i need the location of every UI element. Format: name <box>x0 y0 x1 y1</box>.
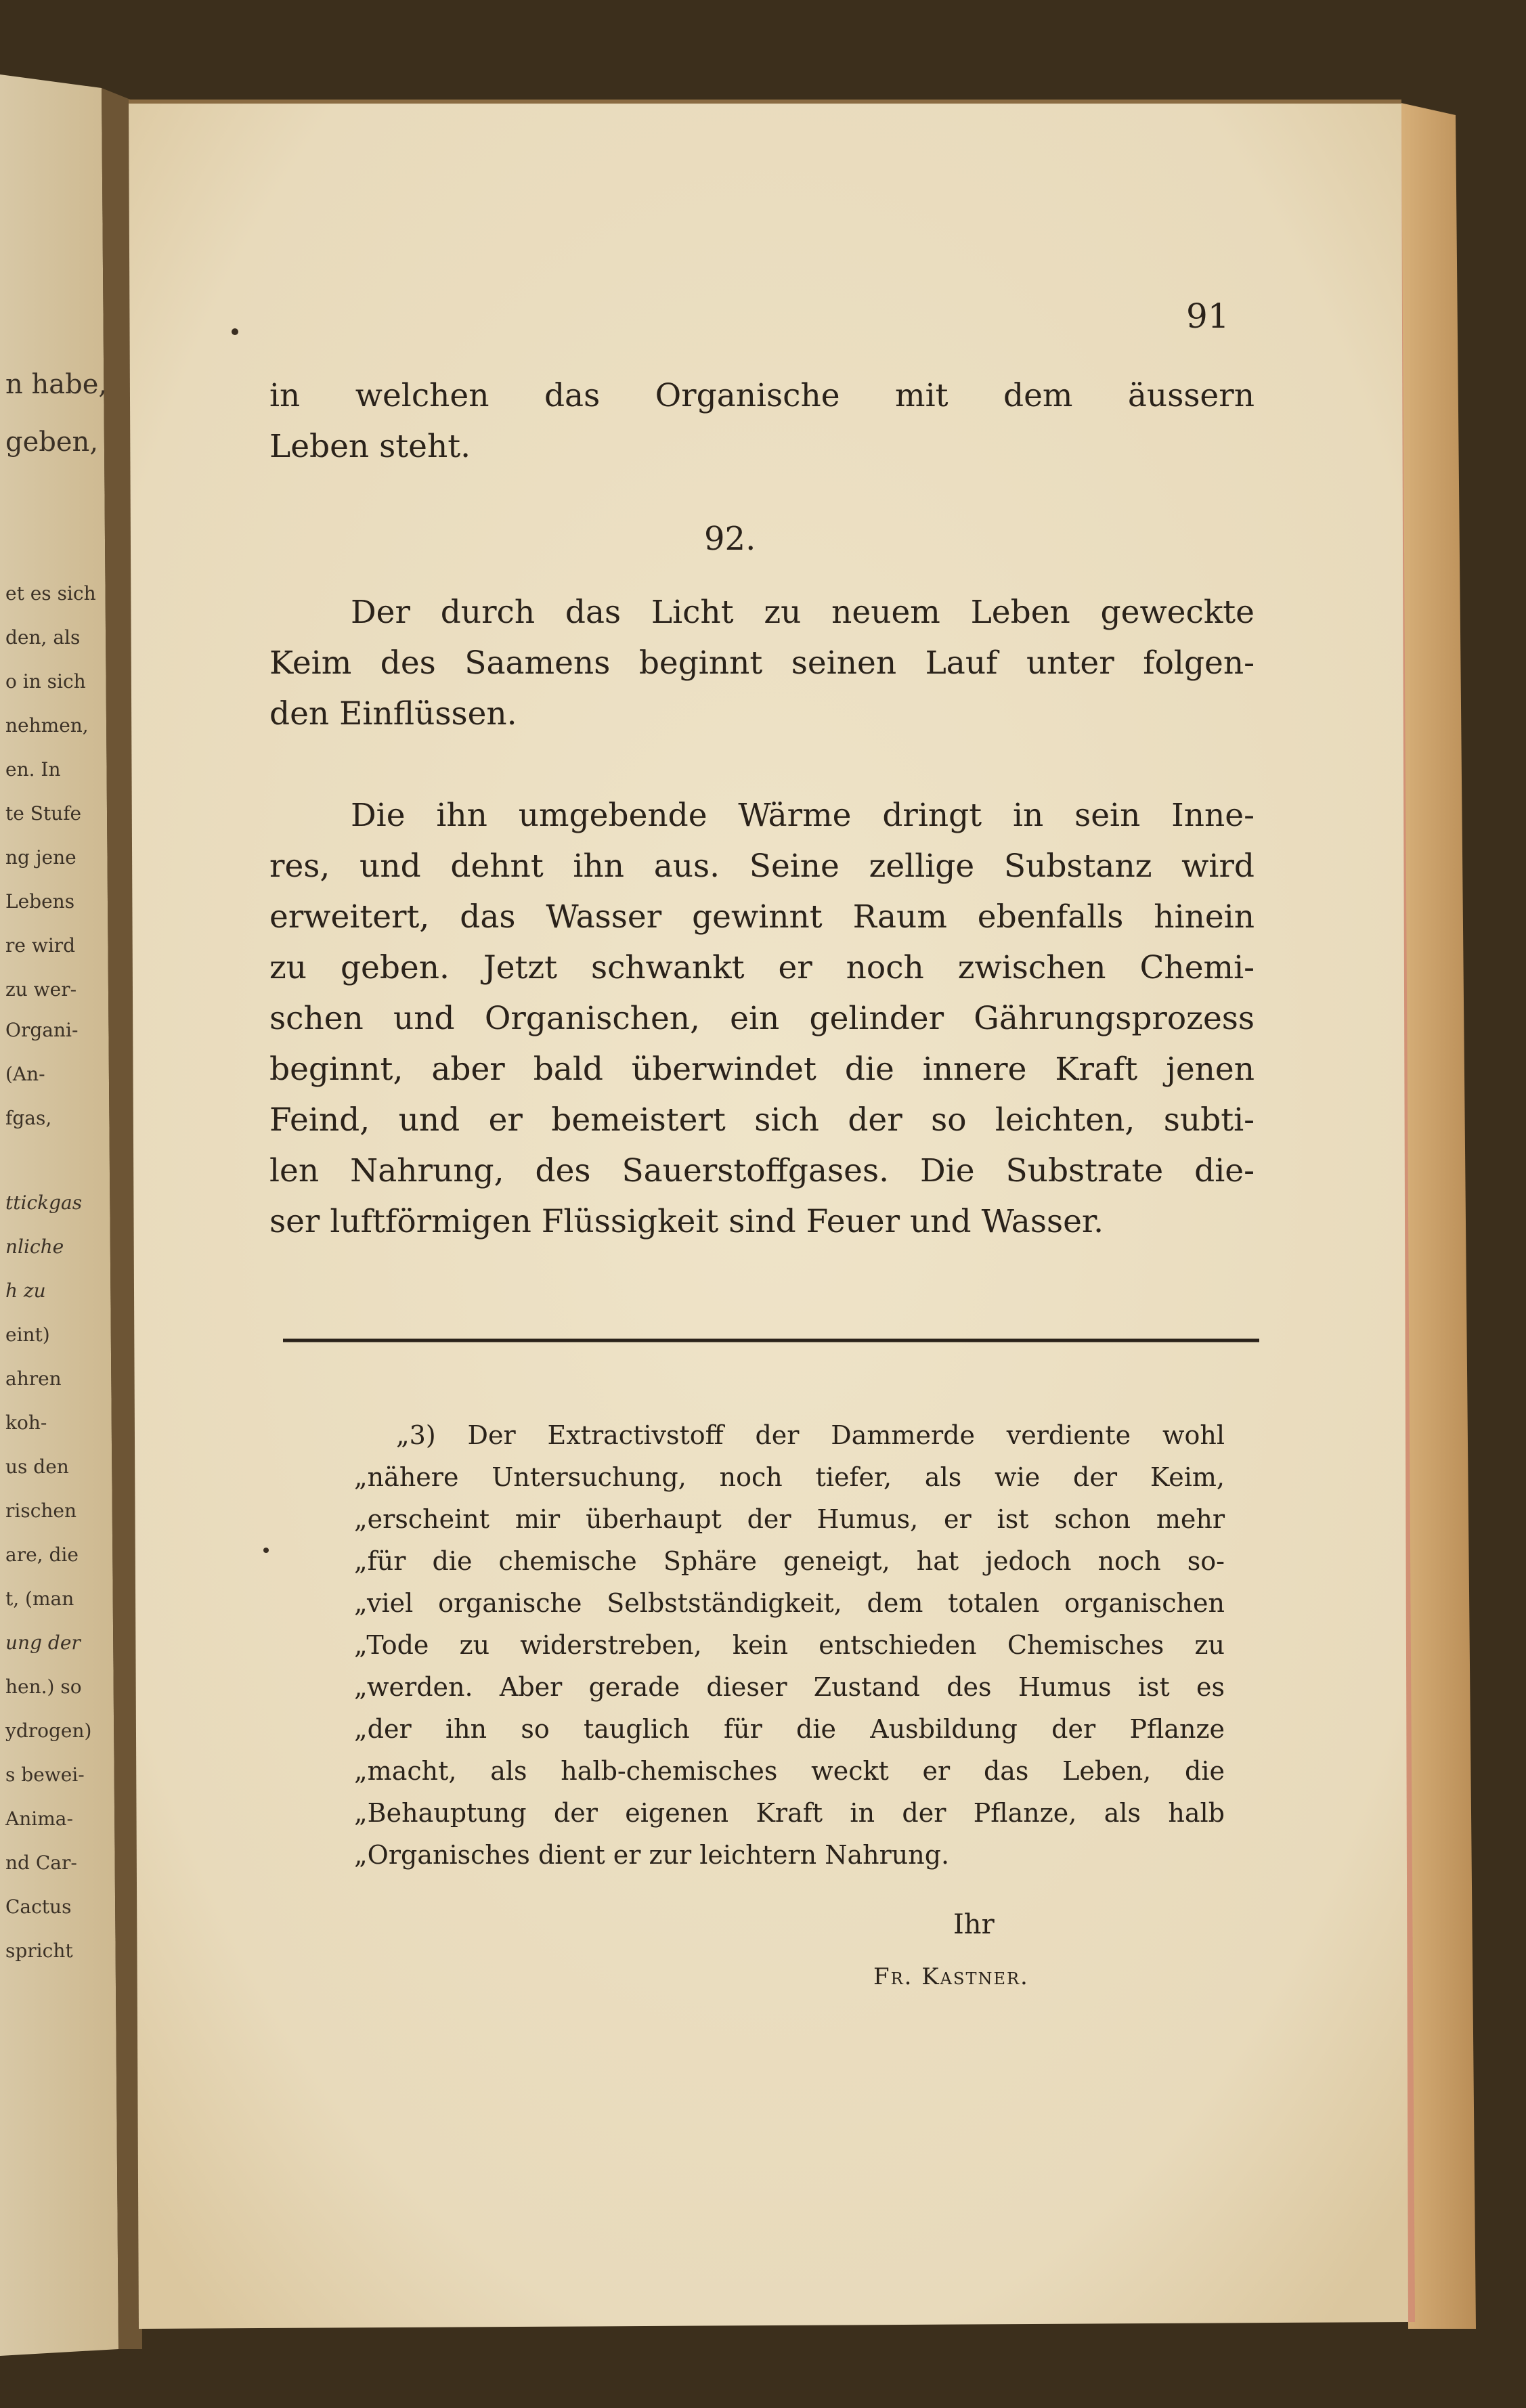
footnote-line: „der ihn so tauglich für die Ausbildung der Pflanze <box>354 1714 1225 1744</box>
body-line: Die ihn umgebende Wärme dringt in sein Inne- <box>351 797 1255 834</box>
margin-fragment: h zu <box>5 1279 46 1302</box>
margin-fragment: us den <box>5 1455 69 1478</box>
margin-fragment: en. In <box>5 758 61 781</box>
body-line: ser luftförmigen Flüssigkeit sind Feuer und Wasser. <box>269 1203 1104 1240</box>
footnote-line: „nähere Untersuchung, noch tiefer, als wie der Keim, <box>354 1462 1225 1492</box>
footnote-line: „macht, als halb-chemisches weckt er das Leben, die <box>354 1756 1225 1786</box>
body-line: res, und dehnt ihn aus. Seine zellige Substanz wird <box>269 848 1255 885</box>
body-line: in welchen das Organische mit dem äussern <box>269 377 1255 414</box>
margin-fragment: hen.) so <box>5 1676 82 1698</box>
body-line: Der durch das Licht zu neuem Leben geweckte <box>351 594 1255 631</box>
margin-fragment: ydrogen) <box>5 1720 92 1742</box>
margin-fragment: ahren <box>5 1367 62 1390</box>
margin-fragment: re wird <box>5 934 76 957</box>
body-line: den Einflüssen. <box>269 695 517 732</box>
body-line: len Nahrung, des Sauerstoffgases. Die Substrate die- <box>269 1152 1255 1189</box>
margin-fragment: spricht <box>5 1940 73 1962</box>
margin-fragment: te Stufe <box>5 802 82 825</box>
page-number: 91 <box>1186 297 1229 336</box>
footnote-line: „3) Der Extractivstoff der Dammerde verdiente wohl <box>396 1420 1225 1450</box>
margin-fragment: nd Car- <box>5 1852 77 1874</box>
margin-fragment: s bewei- <box>5 1764 85 1786</box>
body-line: schen und Organischen, ein gelinder Gährungsprozess <box>269 1000 1255 1037</box>
signature-salutation: Ihr <box>953 1909 995 1940</box>
margin-fragment: ttickgas <box>5 1191 83 1214</box>
margin-fragment: eint) <box>5 1323 50 1346</box>
footnote-line: „Organisches dient er zur leichtern Nahrung. <box>354 1840 950 1870</box>
margin-fragment: Lebens <box>5 890 75 913</box>
footnote-line: „Behauptung der eigenen Kraft in der Pflanze, als halb <box>354 1798 1225 1828</box>
margin-fragment: n habe, <box>5 369 108 400</box>
margin-fragment: geben, <box>5 426 99 458</box>
margin-fragment: nliche <box>5 1235 64 1258</box>
footnote-line: „viel organische Selbstständigkeit, dem totalen organischen <box>354 1588 1225 1618</box>
margin-fragment: Organi- <box>5 1019 79 1041</box>
margin-fragment: ng jene <box>5 846 77 869</box>
footnote-line: „Tode zu widerstreben, kein entschieden Chemisches zu <box>354 1630 1225 1660</box>
footnote-line: „erscheint mir überhaupt der Humus, er ist schon mehr <box>354 1504 1225 1534</box>
footnote-line: „für die chemische Sphäre geneigt, hat jedoch noch so- <box>354 1546 1225 1576</box>
body-line: erweitert, das Wasser gewinnt Raum ebenfalls hinein <box>269 898 1255 936</box>
margin-fragment: o in sich <box>5 670 86 693</box>
body-line: zu geben. Jetzt schwankt er noch zwischen Chemi- <box>269 949 1255 986</box>
footnote-line: „werden. Aber gerade dieser Zustand des Humus ist es <box>354 1672 1225 1702</box>
margin-fragment: den, als <box>5 626 81 649</box>
margin-fragment: are, die <box>5 1544 79 1566</box>
margin-fragment: ung der <box>5 1632 81 1654</box>
margin-fragment: Anima- <box>5 1808 73 1830</box>
margin-fragment: Cactus <box>5 1896 72 1918</box>
margin-fragment: rischen <box>5 1499 77 1522</box>
margin-fragment: fgas, <box>5 1107 52 1129</box>
body-line: Feind, und er bemeistert sich der so leichten, subti- <box>269 1101 1255 1139</box>
margin-fragment: zu wer- <box>5 978 77 1001</box>
section-number: 92. <box>704 520 756 558</box>
margin-fragment: nehmen, <box>5 714 89 737</box>
margin-fragment: (An- <box>5 1063 45 1085</box>
body-line: beginnt, aber bald überwindet die innere Kraft jenen <box>269 1051 1255 1088</box>
margin-fragment: t, (man <box>5 1588 74 1610</box>
body-line: Keim des Saamens beginnt seinen Lauf unter folgen- <box>269 644 1255 682</box>
signature-name: Fr. Kastner. <box>873 1963 1029 1990</box>
margin-fragment: et es sich <box>5 582 96 605</box>
body-line: Leben steht. <box>269 428 471 465</box>
margin-fragment: koh- <box>5 1411 47 1434</box>
